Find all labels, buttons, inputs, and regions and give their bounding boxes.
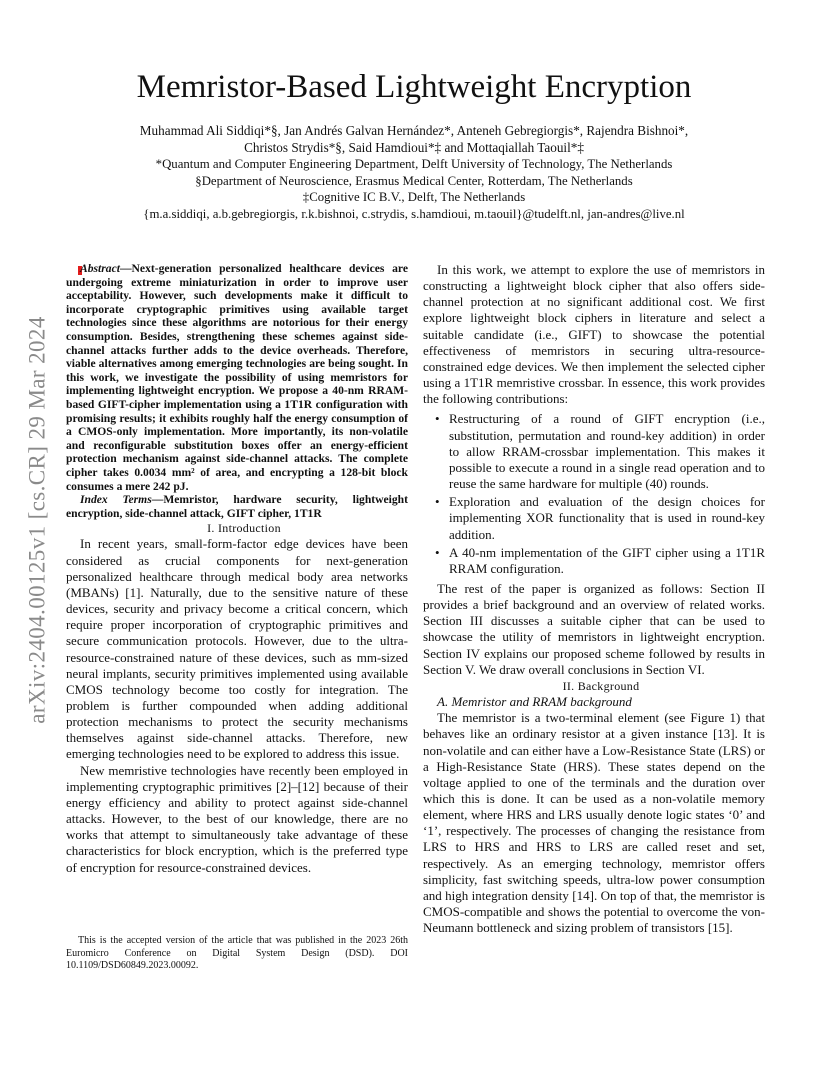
section-heading-background: II. Background <box>562 678 640 693</box>
paper-title: Memristor-Based Lightweight Encryption <box>136 69 692 105</box>
abstract-text: —Next-generation personalized healthcare devices are undergoing extreme miniaturization in order to improve user acceptability. However, such developments make it difficult to incorporate cryptographic primitives using available target technologies since these algorithms are notorious for their energy consumption. Besides, strengthening these schemes against side-channel attacks further adds to the device overheads. Therefore, viable alternatives among emerging technologies are being sought. In this work, we investigate the possibility of using memristors for implementing lightweight encryption. We propose a 40-nm RRAM-based GIFT-cipher implementation using a 1T1R configuration with promising results; it exhibits roughly half the energy consumption of a CMOS-only implementation. More importantly, its non-volatile and reconfigurable substitution boxes offer an energy-efficient protection mechanism against side-channel attacks. The complete cipher takes 0.0034 mm² of area, and encrypting a 128-bit block consumes a mere 242 pJ. <box>66 262 408 493</box>
authors-line-2: Christos Strydis*§, Said Hamdioui*‡ and Mottaqiallah Taouil*‡ <box>244 140 584 155</box>
background-paragraph-1: The memristor is a two-terminal element (see Figure 1) that behaves like an ordinary resistor at a given instance [13]. It is non-volatile and can either have a Low-Resistance State (LRS) or a High-Resistance State (HRS). These states depend on the voltage applied to one of the terminals and the duration over which this is done. It can be used as a non-volatile memory element, where HRS and LRS usually denote logic states ‘0’ and ‘1’, respectively. The processes of changing the resistance from LRS to HRS and HRS to LRS are called reset and set, respectively. As an emerging technology, memristor offers simplicity, fast switching speeds, ultra-low power consumption and high integration density [14]. On top of that, the memristor is CMOS-compatible and shows the potential to overcome the von-Neumann bottleneck and sizing problem of transistors [15]. <box>423 710 765 936</box>
authors-line-1: Muhammad Ali Siddiqi*§, Jan Andrés Galvan Hernández*, Anteneh Gebregiorgis*, Rajendra Bishnoi*, <box>139 123 689 138</box>
index-terms-label: Index Terms <box>80 493 152 507</box>
intro-paragraph-2: New memristive technologies have recently been employed in implementing cryptographic primitives [2]–[12] because of their energy efficiency and ability to protect against side-channel attacks. However, to the best of our knowledge, there are no works that attempt to simultaneously take advantage of these characteristics for block encryption, which is the preferred type of encryption for resource-constrained devices. <box>66 762 408 875</box>
abstract <box>66 262 408 493</box>
abstract-label: Abstract <box>80 262 120 275</box>
right-column <box>423 262 765 936</box>
section-heading-introduction: I. Introduction <box>207 521 281 536</box>
affiliation-3: ‡Cognitive IC B.V., Delft, The Netherlands <box>302 190 526 204</box>
index-terms-text: —Memristor, hardware security, lightweight encryption, side-channel attack, GIFT cipher, 1T1R <box>66 493 408 520</box>
contribution-item: • Exploration and evaluation of the design choices for implementing XOR functionality that is used in round-key addition. <box>449 494 765 542</box>
right-paragraph-1: In this work, we attempt to explore the use of memristors in constructing a lightweight block cipher that also offers side-channel protection at no significant additional cost. We first explore lightweight block ciphers in literature and select a suitable candidate (i.e., GIFT) to showcase the potential effectiveness of memristors in securing ultra-resource-constrained edge devices. We then implement the selected cipher using a 1T1R memristive crossbar. In essence, this work provides the following contributions: <box>423 262 765 407</box>
index-terms <box>66 493 408 520</box>
paper-header <box>60 66 768 222</box>
intro-paragraph-1: In recent years, small-form-factor edge devices have been considered as crucial components for next-generation personalized healthcare through medical body area networks (MBANs) [1]. Naturally, due to the sensitive nature of these devices, security and privacy become a critical concern, which require proper incorporation of cryptographic primitives and secure communication protocols. However, due to the ultra-resource-constrained nature of these devices, such as mm-sized neural implants, security primitives implemented using available CMOS technology become too costly for integration. The problem is further compounded when adding additional protection mechanisms to protect the security mechanisms themselves against side-channel attacks. Therefore, new emerging technologies need to be explored to address this issue. <box>66 536 408 762</box>
contribution-item: • Restructuring of a round of GIFT encryption (i.e., substitution, permutation and round-key addition) in order to allow RRAM-crossbar implementation. This makes it possible to execute a round in a single read operation and to reuse the same hardware for multiple (40) rounds. <box>449 411 765 492</box>
affiliation-2: §Department of Neuroscience, Erasmus Medical Center, Rotterdam, The Netherlands <box>195 173 633 188</box>
arxiv-id-text: arXiv:2404.00125v1 [cs.CR] 29 Mar 2024 <box>25 316 50 724</box>
contributions-list <box>423 411 765 577</box>
footnote: This is the accepted version of the article that was published in the 2023 26th Euromicro Conference on Digital System Design (DSD). DOI 10.1109/DSD60849.2023.00092. <box>66 935 408 971</box>
author-emails: {m.a.siddiqi, a.b.gebregiorgis, r.k.bishnoi, c.strydis, s.hamdioui, m.taouil}@tudelft.nl, jan-andres@live.nl <box>143 206 685 221</box>
arxiv-identifier <box>20 285 56 755</box>
contribution-item: • A 40-nm implementation of the GIFT cipher using a 1T1R RRAM configuration. <box>449 545 765 577</box>
paper-organization-paragraph: The rest of the paper is organized as follows: Section II provides a brief background and an overview of related works. Section III discusses a suitable cipher that can be used to showcase the utility of memristors in lightweight encryption. Section IV explains our proposed scheme followed by results in Section V. We draw overall conclusions in Section VI. <box>423 580 765 677</box>
left-column <box>66 262 408 876</box>
subsection-heading-memristor: A. Memristor and RRAM background <box>437 694 632 710</box>
affiliation-1: *Quantum and Computer Engineering Department, Delft University of Technology, The Netherlands <box>155 157 673 171</box>
